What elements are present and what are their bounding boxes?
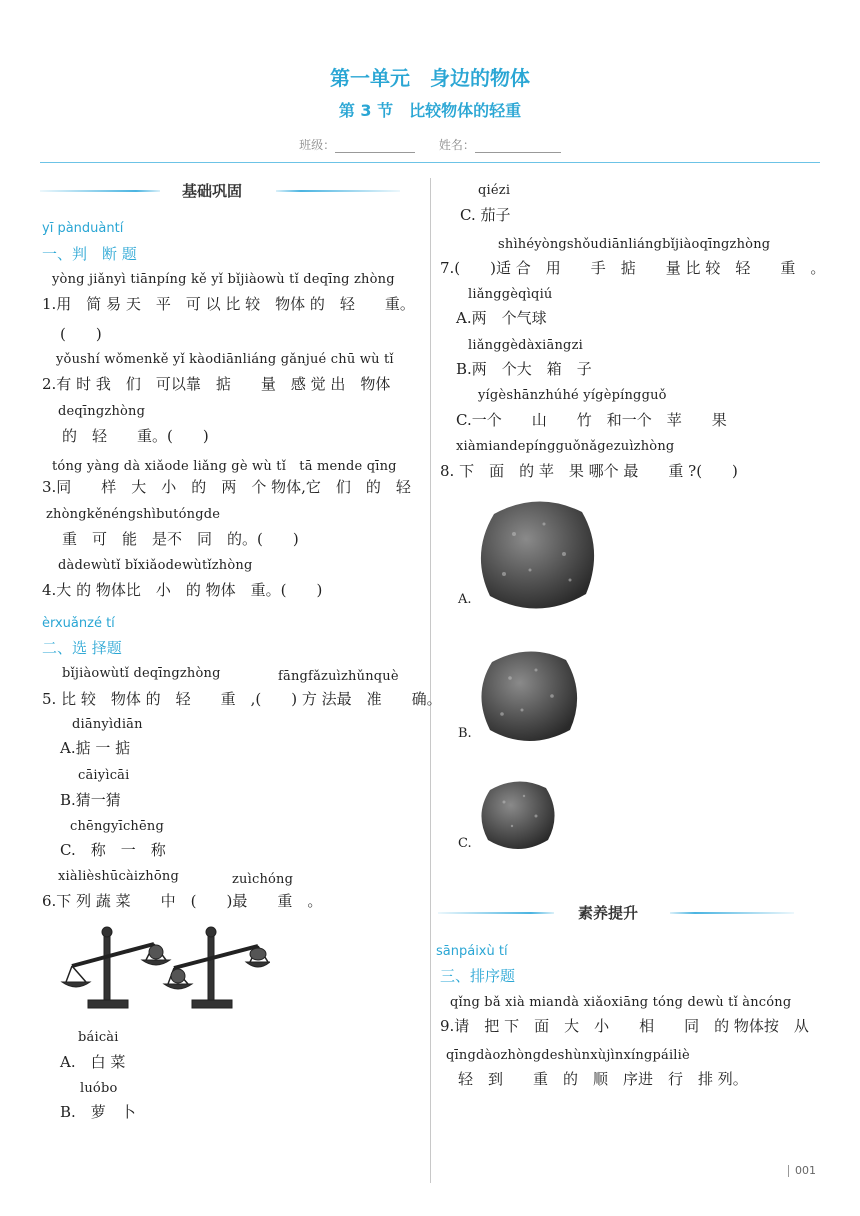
- name-field[interactable]: [475, 138, 561, 153]
- q3-text-2[interactable]: 重 可 能 是不 同 的。( ): [62, 530, 299, 548]
- section2-title: 二、选 择题: [42, 639, 122, 657]
- q7-option-c[interactable]: C.一个 山 竹 和一个 苹 果: [456, 411, 727, 429]
- apple-c-image: [478, 776, 558, 854]
- lesson-title: 第 3 节 比较物体的轻重: [338, 101, 522, 120]
- q5-pinyin-b: fāngfǎzuìzhǔnquè: [278, 669, 399, 684]
- section3-pinyin: sānpáixù tí: [436, 944, 508, 959]
- q8-pinyin: xiàmiandepíngguǒnǎgezuìzhòng: [456, 439, 675, 454]
- q3-pinyin-2: zhòngkěnéngshìbutóngde: [46, 507, 221, 522]
- name-label: 姓名：: [438, 138, 475, 152]
- q3-pinyin: tóng yàng dà xiǎode liǎng gè wù tǐ tā mende qīng: [52, 459, 397, 474]
- q8-option-c[interactable]: C.: [458, 836, 472, 851]
- q3-text: 3.同 样 大 小 的 两 个 物体,它 们 的 轻: [42, 478, 411, 496]
- q8-text[interactable]: 8. 下 面 的 苹 果 哪个 最 重 ?( ): [440, 462, 738, 480]
- page-number-tick: [788, 1165, 789, 1177]
- q8-option-a[interactable]: A.: [458, 592, 472, 607]
- section3-title: 三、排序题: [440, 967, 516, 985]
- q5-pinyin: bǐjiàowùtǐ deqīngzhòng: [62, 666, 221, 681]
- q6-option-a-pinyin: báicài: [78, 1030, 119, 1045]
- q7-option-b[interactable]: B.两 个大 箱 子: [456, 360, 592, 378]
- q5-option-a-pinyin: diānyìdiān: [72, 717, 143, 732]
- q7-text[interactable]: 7.( )适 合 用 手 掂 量 比 较 轻 重 。: [440, 259, 826, 277]
- q6-option-a[interactable]: A. 白 菜: [60, 1053, 126, 1071]
- header-rule: [40, 162, 820, 163]
- q6-text[interactable]: 6.下 列 蔬 菜 中 ( )最 重 。: [42, 892, 323, 910]
- q6-option-c-pinyin: qiézi: [478, 183, 511, 198]
- q2-text: 2.有 时 我 们 可以靠 掂 量 感 觉 出 物体: [42, 375, 391, 393]
- section1-pinyin: yī pànduàntí: [42, 221, 124, 236]
- q5-option-b-pinyin: cāiyìcāi: [78, 768, 130, 783]
- q9-pinyin-2: qīngdàozhòngdeshùnxùjìnxíngpáiliè: [446, 1048, 690, 1063]
- q7-pinyin: shìhéyòngshǒudiānliángbǐjiàoqīngzhòng: [498, 237, 771, 252]
- page-number: [788, 1164, 816, 1177]
- q4-pinyin: dàdewùtǐ bǐxiǎodewùtǐzhòng: [58, 558, 253, 573]
- apple-a-image: [474, 494, 602, 616]
- q6-option-b[interactable]: B. 萝 卜: [60, 1103, 136, 1121]
- q5-option-c-pinyin: chēngyīchēng: [70, 819, 164, 834]
- q9-text: 9.请 把 下 面 大 小 相 同 的 物体按 从: [440, 1017, 809, 1035]
- banner-advanced: [438, 902, 794, 924]
- apple-b-image: [476, 644, 582, 748]
- class-field[interactable]: [335, 138, 415, 153]
- section1-title: 一、判 断 题: [42, 245, 137, 263]
- q1-answer-bracket[interactable]: ( ): [60, 325, 102, 343]
- q7-option-a-pinyin: liǎnggèqìqiú: [468, 287, 553, 302]
- unit-title: 第一单元 身边的物体: [330, 66, 530, 90]
- banner-basic-label: 基础巩固: [182, 182, 243, 200]
- q9-text-2: 轻 到 重 的 顺 序进 行 排 列。: [458, 1070, 748, 1088]
- q7-option-c-pinyin: yígèshānzhúhé yígèpíngguǒ: [478, 388, 667, 403]
- section2-pinyin: èrxuǎnzé tí: [42, 616, 115, 631]
- q6-option-c[interactable]: C. 茄子: [460, 206, 511, 224]
- q2-pinyin: yǒushí wǒmenkě yǐ kàodiānliáng gǎnjué chū wù tǐ: [56, 352, 394, 367]
- q6-pinyin: xiàlièshūcàizhōng: [58, 869, 179, 884]
- q5-option-b[interactable]: B.猜一猜: [60, 791, 121, 809]
- banner-advanced-label: 素养提升: [578, 904, 639, 922]
- class-label: 班级：: [299, 138, 336, 152]
- q7-option-b-pinyin: liǎnggèdàxiāngzi: [468, 338, 583, 353]
- q7-option-a[interactable]: A.两 个气球: [456, 309, 547, 327]
- q9-pinyin: qǐng bǎ xià miandà xiǎoxiāng tóng dewù tǐ àncóng: [450, 995, 792, 1010]
- balance-scales-image: [58, 924, 270, 1014]
- q8-option-b[interactable]: B.: [458, 726, 472, 741]
- q2-pinyin-2: deqīngzhòng: [58, 404, 146, 419]
- q5-option-a[interactable]: A.掂 一 掂: [60, 739, 131, 757]
- column-divider: [430, 178, 431, 1183]
- banner-basic: [40, 180, 400, 202]
- q5-text[interactable]: 5. 比 较 物体 的 轻 重 ,( ) 方 法最 准 确。: [42, 690, 442, 708]
- q5-option-c[interactable]: C. 称 一 称: [60, 841, 166, 859]
- q4-text[interactable]: 4.大 的 物体比 小 的 物体 重。( ): [42, 581, 323, 599]
- q2-text-2[interactable]: 的 轻 重。( ): [62, 427, 209, 445]
- q1-pinyin: yòng jiǎnyì tiānpíng kě yǐ bǐjiàowù tǐ deqīng zhòng: [52, 272, 395, 287]
- q6-pinyin-b: zuìchóng: [232, 872, 294, 887]
- q1-text: 1.用 简 易 天 平 可 以 比 较 物体 的 轻 重。: [42, 295, 415, 313]
- page-number-label: 001: [795, 1164, 816, 1177]
- q6-option-b-pinyin: luóbo: [80, 1081, 118, 1096]
- class-name-line: [0, 136, 860, 153]
